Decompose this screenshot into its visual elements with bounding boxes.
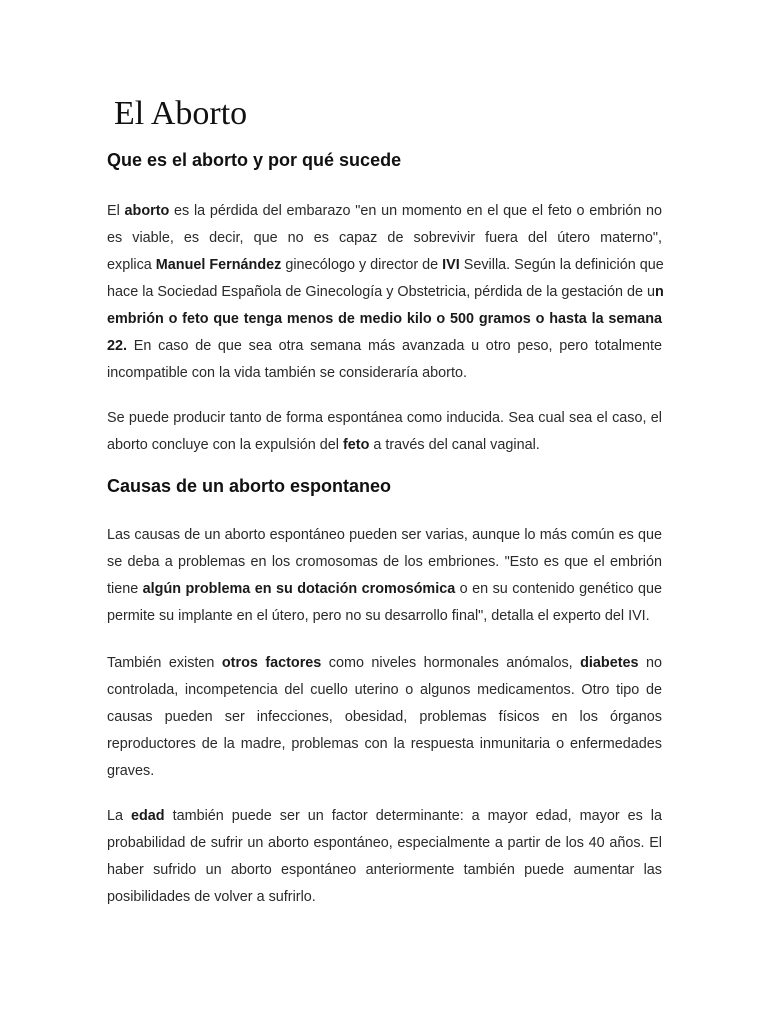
bold-text: aborto — [124, 203, 170, 219]
text-run: a través del canal vaginal. — [369, 437, 540, 453]
paragraph — [107, 522, 662, 630]
paragraph — [107, 198, 662, 387]
paragraph — [107, 803, 662, 911]
text-run: explica — [107, 257, 156, 273]
paragraph-line — [107, 803, 662, 830]
text-run: haber sufrido un aborto espontáneo anteriormente también puede aumentar las — [107, 862, 662, 878]
paragraph — [107, 650, 662, 785]
bold-text: IVI — [442, 257, 460, 273]
paragraph-line — [107, 360, 662, 387]
paragraph-line — [107, 884, 662, 911]
bold-text: embrión o feto que tenga menos de medio kilo o 500 gramos o hasta la semana — [107, 311, 662, 327]
paragraph — [107, 405, 662, 459]
text-run: controlada, incompetencia del cuello uterino o algunos medicamentos. Otro tipo de — [107, 682, 662, 698]
text-run: como niveles hormonales anómalos, — [321, 655, 581, 671]
paragraph-line — [107, 333, 662, 360]
text-run: permite su implante en el útero, pero no su desarrollo final", detalla el experto del IVI. — [107, 608, 650, 624]
paragraph-line — [107, 677, 662, 704]
paragraph-line — [107, 830, 662, 857]
text-run: también puede ser un factor determinante: a mayor edad, mayor es la — [164, 808, 662, 824]
paragraph-line — [107, 576, 662, 603]
text-run: Sevilla. Según la definición que — [459, 257, 664, 273]
bold-text: n — [655, 284, 664, 300]
section-heading: Que es el aborto y por qué sucede — [107, 150, 402, 170]
text-run: o en su contenido genético que — [455, 581, 662, 597]
paragraph-line — [107, 252, 662, 279]
text-run: La — [107, 808, 131, 824]
paragraph-line — [107, 522, 662, 549]
text-run: es viable, es decir, que no es capaz de sobrevivir fuera del útero materno", — [107, 230, 662, 246]
paragraph-line — [107, 225, 662, 252]
text-run: hace la Sociedad Española de Ginecología y Obstetricia, pérdida de la gestación de u — [107, 284, 656, 300]
paragraph-line — [107, 731, 662, 758]
paragraph-line — [107, 603, 662, 630]
bold-text: feto — [343, 437, 370, 453]
text-run: También existen — [107, 655, 222, 671]
bold-text: 22. — [107, 338, 128, 354]
paragraph-line — [107, 758, 662, 785]
text-run: probabilidad de sufrir un aborto espontáneo, especialmente a partir de los 40 años. El — [107, 835, 662, 851]
text-run: causas pueden ser infecciones, obesidad, problemas físicos en los órganos — [107, 709, 662, 725]
text-run: En caso de que sea otra semana más avanzada u otro peso, pero totalmente — [127, 338, 662, 354]
text-run: no — [638, 655, 662, 671]
text-run: Las causas de un aborto espontáneo pueden ser varias, aunque lo más común es que — [107, 527, 662, 543]
text-run: Se puede producir tanto de forma espontánea como inducida. Sea cual sea el caso, el — [107, 410, 662, 426]
bold-text: edad — [131, 808, 165, 824]
bold-text: otros factores — [221, 655, 322, 671]
bold-text: Manuel Fernández — [155, 257, 282, 273]
text-run: tiene — [107, 581, 143, 597]
paragraph-line — [107, 549, 662, 576]
text-run: ginecólogo y director de — [281, 257, 443, 273]
text-run: incompatible con la vida también se consideraría aborto. — [107, 365, 467, 381]
paragraph-line — [107, 306, 662, 333]
bold-text: algún problema en su dotación cromosómica — [142, 581, 456, 597]
bold-text: diabetes — [580, 655, 639, 671]
text-run: se deba a problemas en los cromosomas de los embriones. "Esto es que el embrión — [107, 554, 662, 570]
document-title: El Aborto — [114, 95, 248, 132]
text-run: graves. — [107, 763, 155, 779]
paragraph-line — [107, 198, 662, 225]
paragraph-line — [107, 650, 662, 677]
text-run: posibilidades de volver a sufrirlo. — [107, 889, 316, 905]
paragraph-line — [107, 405, 662, 432]
paragraph-line — [107, 279, 662, 306]
paragraph-line — [107, 432, 662, 459]
paragraph-line — [107, 704, 662, 731]
text-run: es la pérdida del embarazo "en un momento en el que el feto o embrión no — [169, 203, 663, 219]
text-run: El — [107, 203, 125, 219]
section-heading: Causas de un aborto espontaneo — [107, 476, 392, 496]
paragraph-line — [107, 857, 662, 884]
text-run: aborto concluye con la expulsión del — [107, 437, 343, 453]
text-run: reproductores de la madre, problemas con la respuesta inmunitaria o enfermedades — [107, 736, 662, 752]
